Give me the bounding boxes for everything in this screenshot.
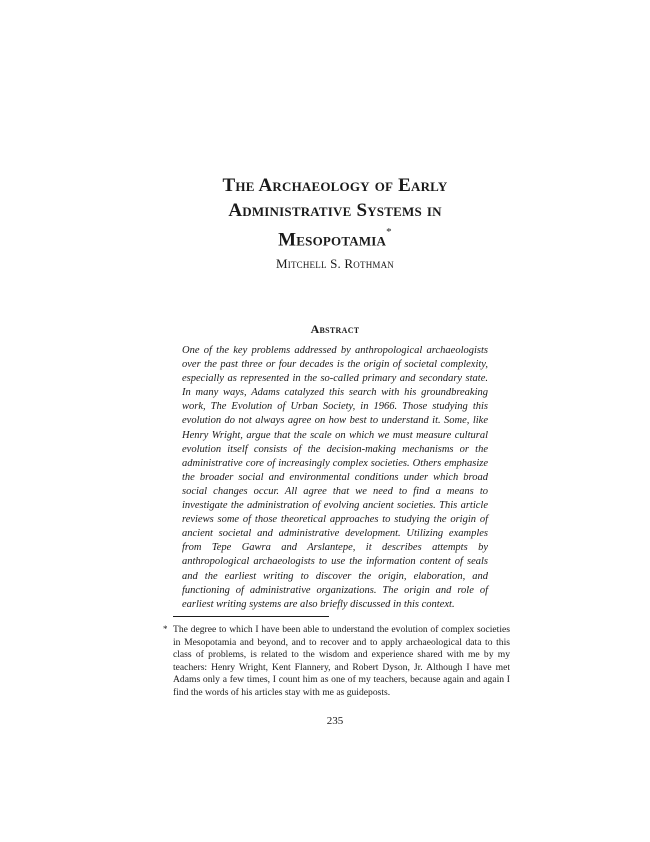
footnote-marker: * (163, 624, 168, 634)
abstract-body: One of the key problems addressed by anthropological archaeologists over the past three or four decades is the origin of societal complexity, especially as represented in the so-called primary and secondary state. In many ways, Adams catalyzed this search with his groundbreaking work, The Evolution of Urban Society, in 1966. Those studying this evolution do not always agree on how best to understand it. Some, like Henry Wright, argue that the scale on which we must measure cultural evolution itself consists of the decision-making mechanisms or the administrative core of increasingly complex societies. Others emphasize the broader social and environmental conditions under which broad social changes occur. All agree that we need to find a means to investigate the administration of evolving ancient societies. This article reviews some of those theoretical approaches to studying the origin of ancient societal and administrative development. Utilizing examples from Tepe Gawra and Arslantepe, it describes attempts by anthropological archaeologists to use the information content of seals and the earliest writing to discover the origin, elaboration, and functioning of administrative organizations. The origin and role of earliest writing systems are also briefly discussed in this context. (182, 345, 488, 610)
title-line-3 (120, 223, 550, 252)
title-line-1: The Archaeology of Early (222, 175, 448, 196)
page-number: 235 (326, 715, 344, 727)
footnote-text: The degree to which I have been able to understand the evolution of complex societies in Mesopotamia and beyond, and to recover and to apply archaeological data to this class of problems, is related to the wisdom and experience shared with me by my teachers: Henry Wright, Kent Flannery, and Robert Dyson, Jr. Although I have met Adams only a few times, I count him as one of my teachers, because again and again I find the words of his articles stay with me as guideposts. (173, 624, 510, 698)
title-line-2: Administrative Systems in (228, 200, 442, 221)
footnote-divider (173, 616, 329, 617)
abstract-heading: Abstract (310, 322, 360, 336)
article-title (120, 173, 550, 252)
author-name: Mitchell S. Rothman (276, 256, 394, 271)
footnote (163, 624, 510, 700)
title-line-3-text: Mesopotamia (278, 229, 387, 251)
title-footnote-marker[interactable]: * (386, 226, 392, 238)
